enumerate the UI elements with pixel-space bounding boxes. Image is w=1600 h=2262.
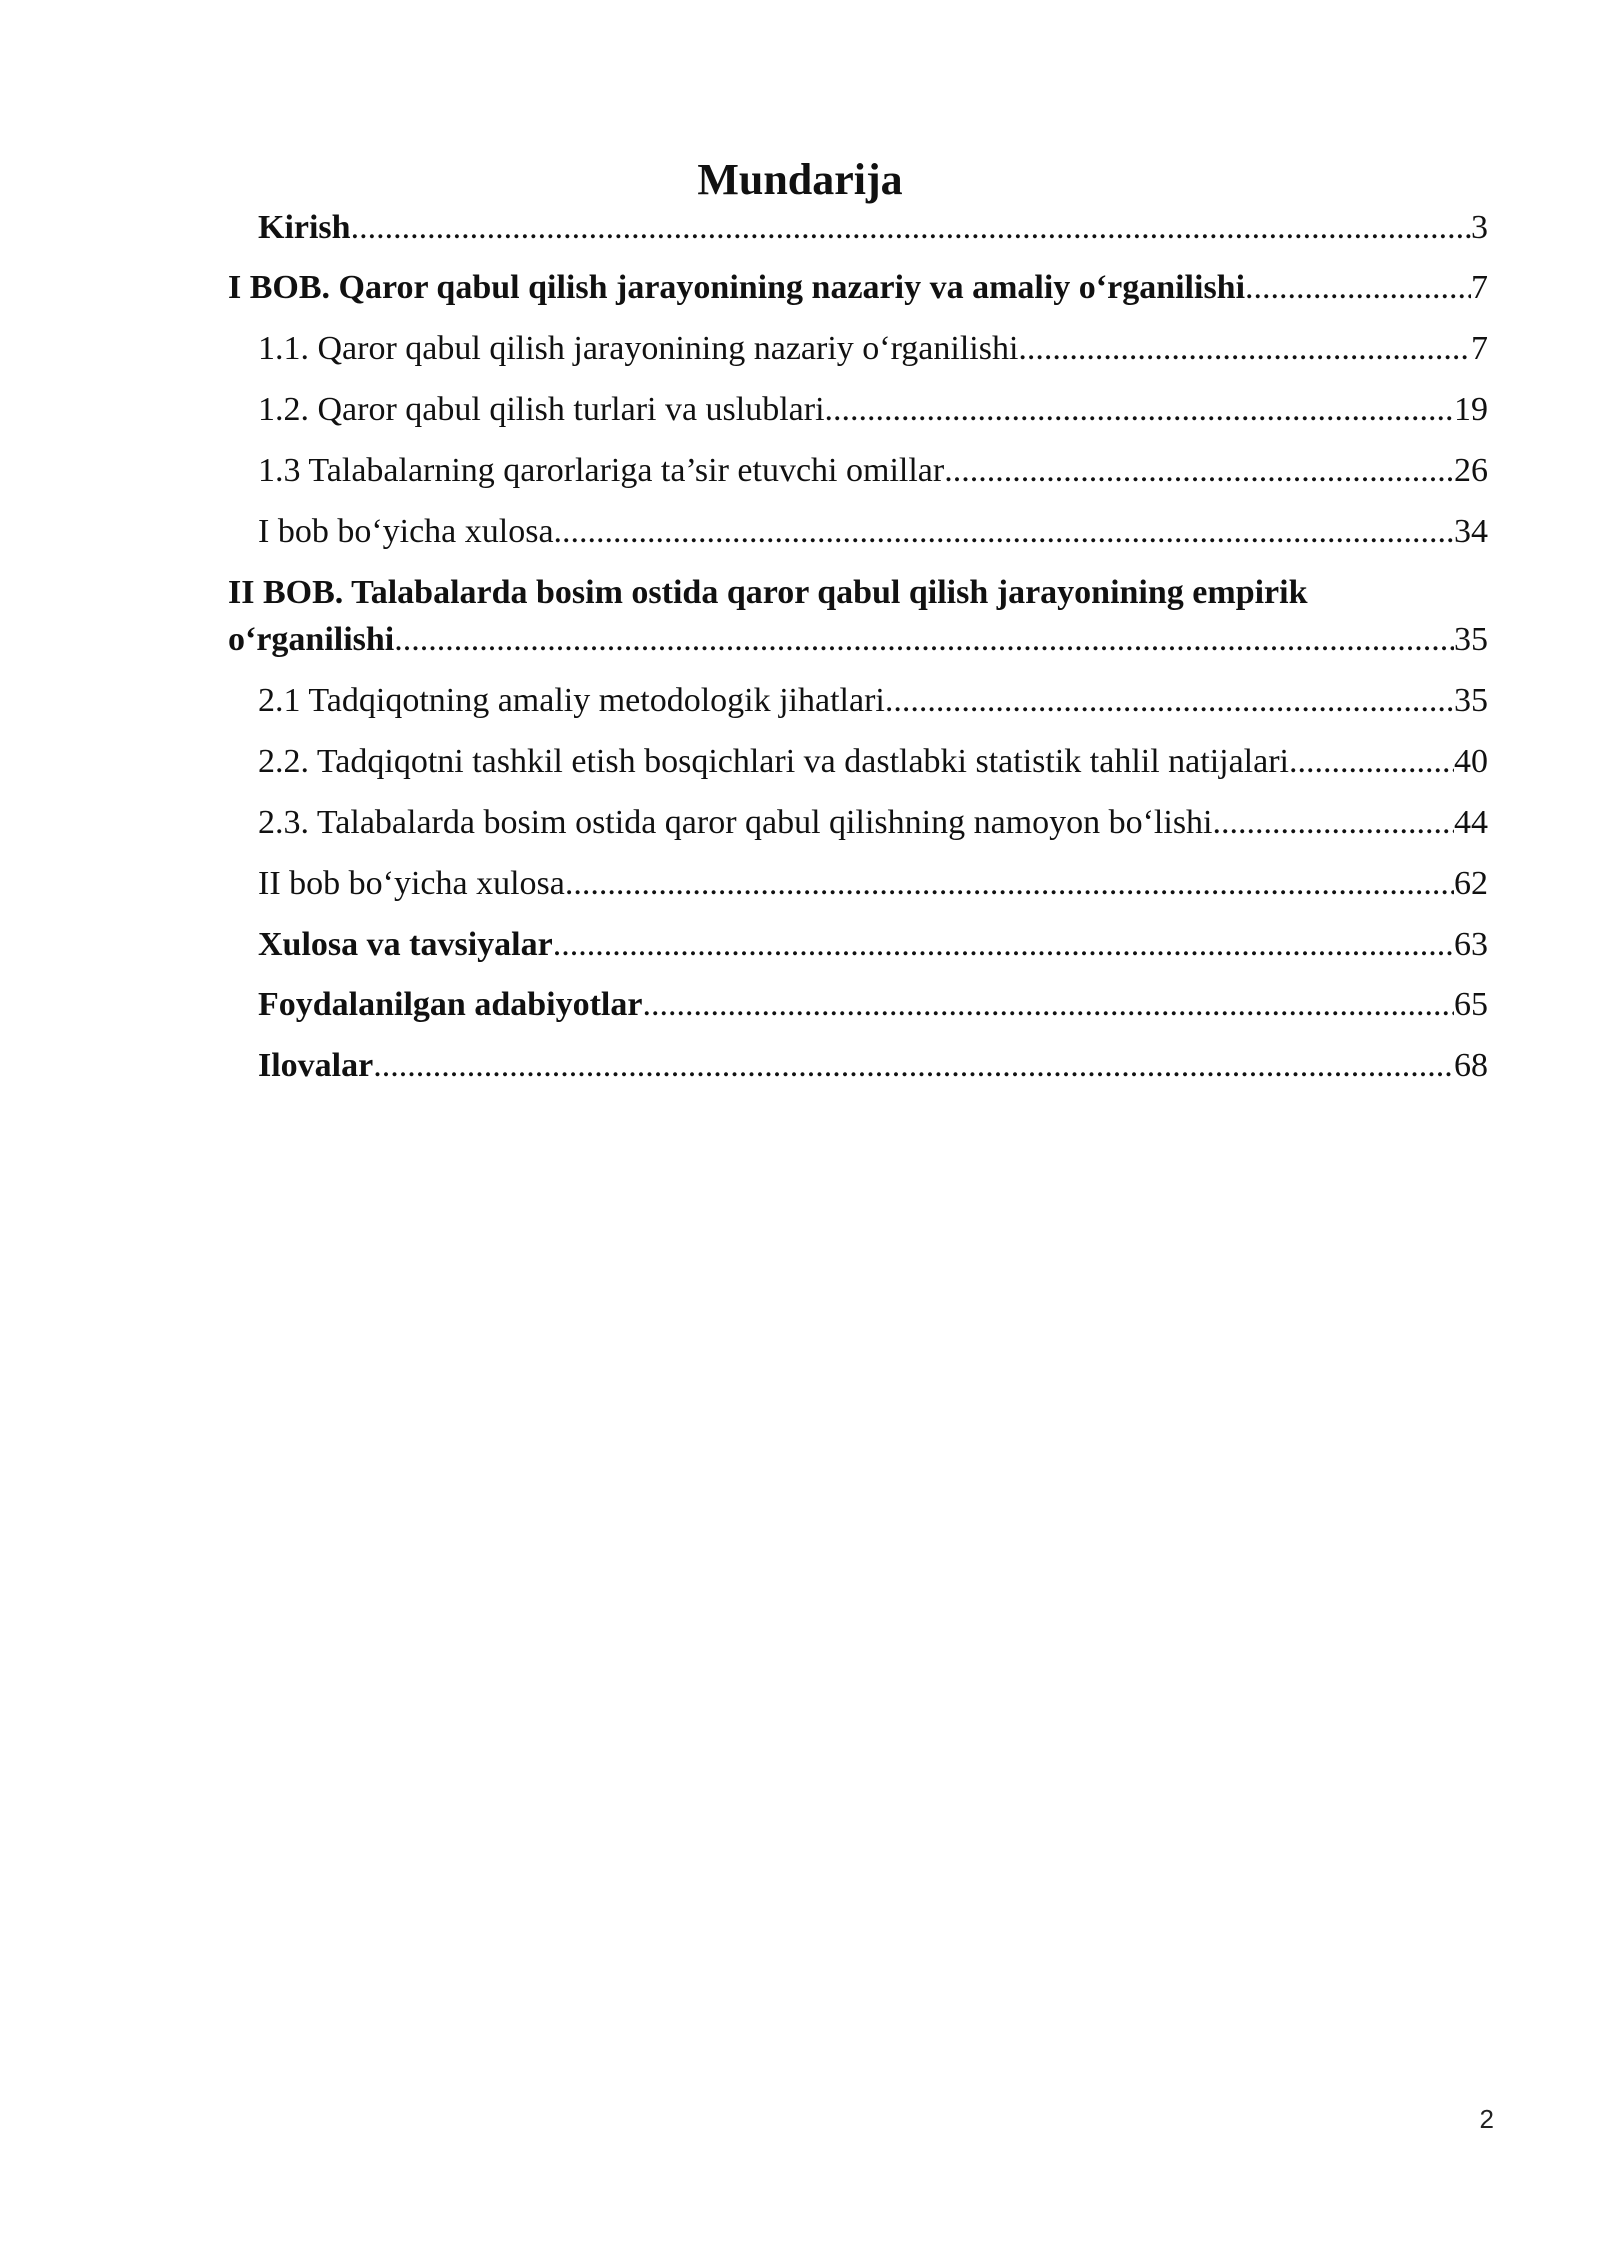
toc-entry-label: 1.3 Talabalarning qarorlariga ta’sir etuvchi omillar	[258, 452, 945, 489]
toc-page-number: 62	[1454, 865, 1488, 902]
dot-leader	[1018, 326, 1471, 372]
toc-entry-chapter-1[interactable]	[228, 265, 1488, 311]
dot-leader	[394, 617, 1454, 663]
toc-page-number: 7	[1471, 330, 1488, 367]
toc-entry-section-2-3[interactable]	[258, 800, 1488, 846]
toc-entry-chapter-1-summary[interactable]	[258, 509, 1488, 555]
toc-page-number: 34	[1454, 513, 1488, 550]
toc-entry-label: I bob bo‘yicha xulosa	[258, 513, 554, 550]
toc-entry-section-1-2[interactable]	[258, 387, 1488, 433]
toc-entry-section-2-2[interactable]	[258, 739, 1488, 785]
dot-leader	[944, 448, 1454, 494]
toc-entry-section-1-1[interactable]	[258, 326, 1488, 372]
toc-entry-chapter-2[interactable]	[228, 617, 1488, 663]
toc-entry-label: Kirish	[258, 209, 351, 246]
dot-leader	[554, 509, 1454, 555]
toc-entry-label: I BOB. Qaror qabul qilish jarayonining nazariy va amaliy o‘rganilishi	[228, 269, 1246, 306]
toc-page-number: 26	[1454, 452, 1488, 489]
dot-leader	[1213, 800, 1454, 846]
toc-entry-section-2-1[interactable]	[258, 678, 1488, 724]
toc-page-number: 44	[1454, 804, 1488, 841]
toc-entry-kirish[interactable]	[258, 205, 1488, 251]
toc-entry-label: 2.2. Tadqiqotni tashkil etish bosqichlari va dastlabki statistik tahlil natijalari	[258, 743, 1289, 780]
toc-entry-chapter-2-summary[interactable]	[258, 861, 1488, 907]
toc-entry-label: II bob bo‘yicha xulosa	[258, 865, 565, 902]
toc-page-number: 40	[1454, 743, 1488, 780]
dot-leader	[825, 387, 1454, 433]
toc-page-number: 7	[1471, 269, 1488, 306]
toc-entry-references[interactable]	[258, 982, 1488, 1028]
toc-entry-conclusions[interactable]	[258, 922, 1488, 968]
dot-leader	[642, 982, 1454, 1028]
toc-entry-label: o‘rganilishi	[228, 621, 395, 658]
toc-entry-label: 1.2. Qaror qabul qilish turlari va uslublari	[258, 391, 825, 428]
toc-entry-section-1-3[interactable]	[258, 448, 1488, 494]
dot-leader	[565, 861, 1454, 907]
toc-page-number: 63	[1454, 926, 1488, 963]
toc-entry-label: Foydalanilgan adabiyotlar	[258, 986, 643, 1023]
toc-entry-label: Ilovalar	[258, 1047, 374, 1084]
toc-page-number: 35	[1454, 682, 1488, 719]
toc-entry-appendices[interactable]	[258, 1043, 1488, 1089]
dot-leader	[553, 922, 1454, 968]
dot-leader	[373, 1043, 1454, 1089]
toc-entry-label: Xulosa va tavsiyalar	[258, 926, 553, 963]
dot-leader	[351, 205, 1471, 251]
dot-leader	[885, 678, 1454, 724]
dot-leader	[1289, 739, 1454, 785]
toc-page-number: 3	[1471, 209, 1488, 246]
toc-page-number: 35	[1454, 621, 1488, 658]
page-number: 2	[1479, 2104, 1494, 2134]
toc-page-number: 19	[1454, 391, 1488, 428]
toc-entry-chapter-2-line1[interactable]: II BOB. Talabalarda bosim ostida qaror qabul qilish jarayonining empirik	[228, 574, 1308, 611]
toc-page-number: 68	[1454, 1047, 1488, 1084]
toc-entry-label: 2.3. Talabalarda bosim ostida qaror qabul qilishning namoyon bo‘lishi	[258, 804, 1213, 841]
toc-entry-label: 1.1. Qaror qabul qilish jarayonining nazariy o‘rganilishi	[258, 330, 1019, 367]
page-title: Mundarija	[697, 155, 903, 204]
dot-leader	[1245, 265, 1471, 311]
toc-page-number: 65	[1454, 986, 1488, 1023]
toc-entry-label: 2.1 Tadqiqotning amaliy metodologik jihatlari	[258, 682, 885, 719]
